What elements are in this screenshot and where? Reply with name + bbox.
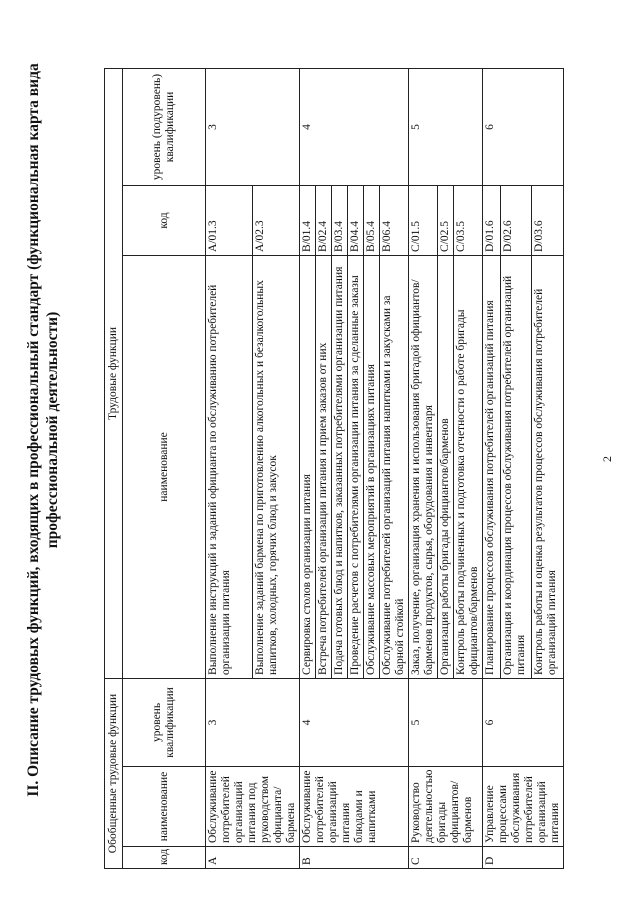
function-code: B/04.4 xyxy=(348,185,364,255)
header-name: наименование xyxy=(123,767,206,847)
function-code: D/01.6 xyxy=(483,185,501,255)
function-name: Выполнение инструкций и заданий официанта по обслуживанию потребителей организации питания xyxy=(206,255,253,678)
header-labor-functions: Трудовые функции xyxy=(105,68,123,678)
header-generalized-functions: Обобщенные трудовые функции xyxy=(105,678,123,868)
function-name: Выполнение заданий бармена по приготовлению алкогольных и безалкогольных напитков, холодных, горячих блюд и закусок xyxy=(253,255,300,678)
function-code: B/03.4 xyxy=(332,185,348,255)
group-code: C xyxy=(409,847,483,869)
group-level: 6 xyxy=(483,678,564,766)
function-sublevel: 3 xyxy=(206,68,300,185)
title-line-2: профессиональной деятельности) xyxy=(44,311,61,549)
group-level: 4 xyxy=(300,678,409,766)
function-code: B/05.4 xyxy=(364,185,380,255)
function-name: Организация и координация процессов обслуживания потребителей организаций питания xyxy=(500,255,532,678)
group-name: Управление процессами обслуживания потребителей организаций питания xyxy=(483,767,564,847)
function-code: A/02.3 xyxy=(253,185,300,255)
title-line-1: II. Описание трудовых функций, входящих в профессиональный стандарт (функциональная карта вида xyxy=(25,63,42,797)
page-number: 2 xyxy=(600,456,614,462)
function-name: Заказ, получение, организация хранения и использования бригадой официантов/барменов продуктов, сырья, оборудования и инвентаря xyxy=(409,255,438,678)
function-code: B/02.4 xyxy=(316,185,332,255)
function-name: Встреча потребителей организации питания и прием заказов от них xyxy=(316,255,332,678)
table-row xyxy=(483,68,501,868)
function-code: B/01.4 xyxy=(300,185,316,255)
group-level: 5 xyxy=(409,678,483,766)
function-name: Сервировка столов организации питания xyxy=(300,255,316,678)
header-function-code: код xyxy=(123,185,206,255)
table-row xyxy=(409,68,438,868)
function-code: D/03.6 xyxy=(532,185,564,255)
function-name: Подача готовых блюд и напитков, заказанных потребителями организации питания xyxy=(332,255,348,678)
header-code: код xyxy=(123,847,206,869)
function-name: Проведение расчетов с потребителями организации питания за сделанные заказы xyxy=(348,255,364,678)
table-row xyxy=(300,68,316,868)
header-sublevel: уровень (подуровень) квалификации xyxy=(123,68,206,185)
group-name: Обслуживание потребителей организаций питания блюдами и напитками xyxy=(300,767,409,847)
group-level: 3 xyxy=(206,678,300,766)
group-code: B xyxy=(300,847,409,869)
function-code: D/02.6 xyxy=(500,185,532,255)
functional-map-table xyxy=(104,68,564,869)
function-name: Контроль работы подчиненных и подготовка отчетности о работе бригады официантов/барменов xyxy=(454,255,483,678)
header-function-name: наименование xyxy=(123,255,206,678)
group-name: Руководство деятельностью бригады официантов/барменов xyxy=(409,767,483,847)
group-name: Обслуживание потребителей организаций питания под руководством официанта/бармена xyxy=(206,767,300,847)
function-code: C/03.5 xyxy=(454,185,483,255)
function-code: B/06.4 xyxy=(380,185,409,255)
function-sublevel: 6 xyxy=(483,68,564,185)
function-name: Организация работы бригады официантов/барменов xyxy=(438,255,454,678)
function-name: Контроль работы и оценка результатов процессов обслуживания потребителей организаций питания xyxy=(532,255,564,678)
function-code: A/01.3 xyxy=(206,185,253,255)
group-code: A xyxy=(206,847,300,869)
function-sublevel: 4 xyxy=(300,68,409,185)
function-name: Планирование процессов обслуживания потребителей организаций питания xyxy=(483,255,501,678)
function-name: Обслуживание массовых мероприятий в организациях питания xyxy=(364,255,380,678)
function-code: C/02.5 xyxy=(438,185,454,255)
group-code: D xyxy=(483,847,564,869)
function-sublevel: 5 xyxy=(409,68,483,185)
function-name: Обслуживание потребителей организаций питания напитками и закусками за барной стойкой xyxy=(380,255,409,678)
table-row xyxy=(206,68,253,868)
function-code: C/01.5 xyxy=(409,185,438,255)
document-title xyxy=(24,45,62,815)
header-level: уровень квалификации xyxy=(123,678,206,766)
